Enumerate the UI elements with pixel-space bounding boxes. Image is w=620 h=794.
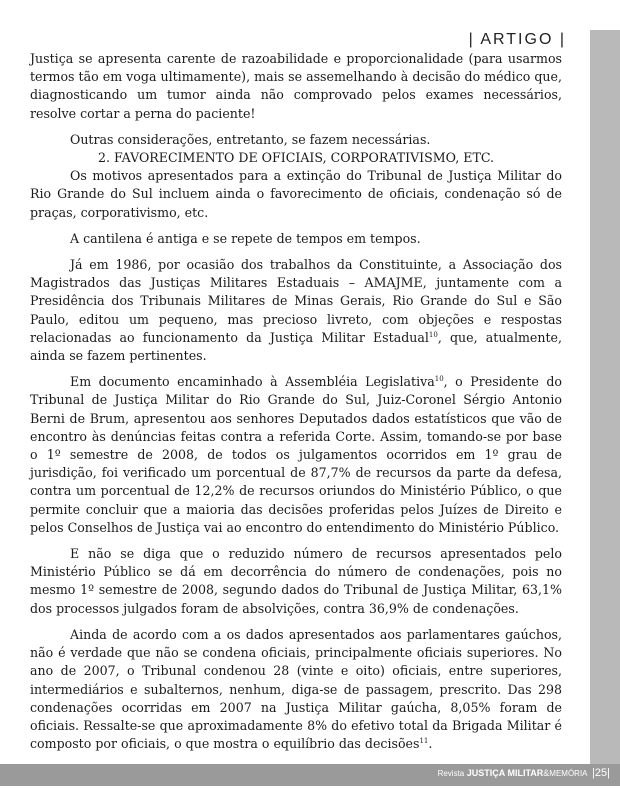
paragraph-8 — [30, 626, 562, 753]
paragraph-3: Os motivos apresentados para a extinção do Tribunal de Justiça Militar do Rio Grande do Sul incluem ainda o favorecimento de oficiais, condenação só de praças, corporativismo, etc. — [30, 168, 562, 220]
page-number: |25| — [592, 767, 610, 779]
paragraph-2: Outras considerações, entretanto, se fazem necessárias. — [70, 131, 431, 147]
paragraph-5 — [30, 256, 562, 365]
paragraph-6 — [30, 373, 562, 537]
paragraph-6-tail: , o Presidente do Tribunal de Justiça Militar do Rio Grande do Sul, Juiz-Coronel Sérgio Antonio Berni de Brum, apresentou aos senhores Deputados dados estatísticos que vão de encontro às denúncias feitas contra a referida Corte. Assim, tomando-se por base o 1º semestre de 2008, de todos os julgamentos ocorridos em 1º grau de jurisdição, foi verificado um porcentual de 87,7% de recursos da parte da defesa, contra um porcentual de 12,2% de recursos oriundos do Ministério Público, o que permite concluir que a maioria das decisões proferidas pelos Juízes de Direito e pelos Conselhos de Justiça vai ao encontro do entendimento do Ministério Público. — [30, 374, 562, 535]
paragraph-8-text: Ainda de acordo com a os dados apresentados aos parlamentares gaúchos, não é verdade que não se condena oficiais, principalmente oficiais superiores. No ano de 2007, o Tribunal condenou 28 (vinte e oito) oficiais, entre superiores, intermediários e subalternos, nenhum, diga-se de passagem, prescrito. Das 298 condenações ocorridas em 2007 na Justiça Militar gaúcha, 8,05% foram de oficiais. Ressalte-se que aproximadamente 8% do efetivo total da Brigada Militar é composto por oficiais, o que mostra o equilíbrio das decisões — [30, 626, 562, 752]
paragraph-4: A cantilena é antiga e se repete de tempos em tempos. — [70, 230, 421, 246]
footer-ampersand: & — [543, 768, 550, 778]
section-heading: 2. FAVORECIMENTO DE OFICIAIS, CORPORATIVISMO, ETC. — [97, 150, 495, 166]
section-tag: | ARTIGO | — [468, 31, 566, 48]
footnote-ref: 11 — [419, 736, 429, 745]
footer-title: JUSTIÇA MILITAR — [466, 768, 544, 778]
right-margin-band — [590, 30, 620, 774]
footer-magazine-label: Revista — [437, 769, 465, 778]
paragraph-5-text: Já em 1986, por ocasião dos trabalhos da Constituinte, a Associação dos Magistrados das Justiças Militares Estaduais – AMAJME, juntamente com a Presidência dos Tribunais Militares de Minas Gerais, Rio Grande do Sul e São Paulo, editou um pequeno, mas precioso livreto, com objeções e respostas relacionadas ao funcionamento da Justiça Militar Estadual — [30, 257, 562, 345]
footer-memoria: MEMÓRIA — [549, 769, 588, 778]
paragraph-1: Justiça se apresenta carente de razoabilidade e proporcionalidade (para usarmos termos tão em voga ultimamente), mais se assemelhando à decisão do médico que, diagnosticando um tumor ainda não comprovado pelos exames necessários, resolve cortar a perna do paciente! — [30, 51, 562, 121]
paragraph-6-text: Em documento encaminhado à Assembléia Legislativa — [70, 374, 435, 390]
footnote-ref: 10 — [428, 330, 438, 339]
paragraph-7: E não se diga que o reduzido número de recursos apresentados pelo Ministério Público se dá em decorrência do número de condenações, pois no mesmo 1º semestre de 2008, segundo dados do Tribunal de Justiça Militar, 63,1% dos processos julgados foram de absolvições, contra 36,9% de condenações. — [30, 546, 562, 616]
footer-masthead — [438, 767, 610, 779]
paragraph-5-tail: , que, atualmente, ainda se fazem pertinentes. — [30, 329, 562, 364]
footnote-ref: 10 — [434, 375, 444, 384]
article-body — [30, 50, 562, 753]
paragraph-8-tail: . — [428, 736, 433, 752]
